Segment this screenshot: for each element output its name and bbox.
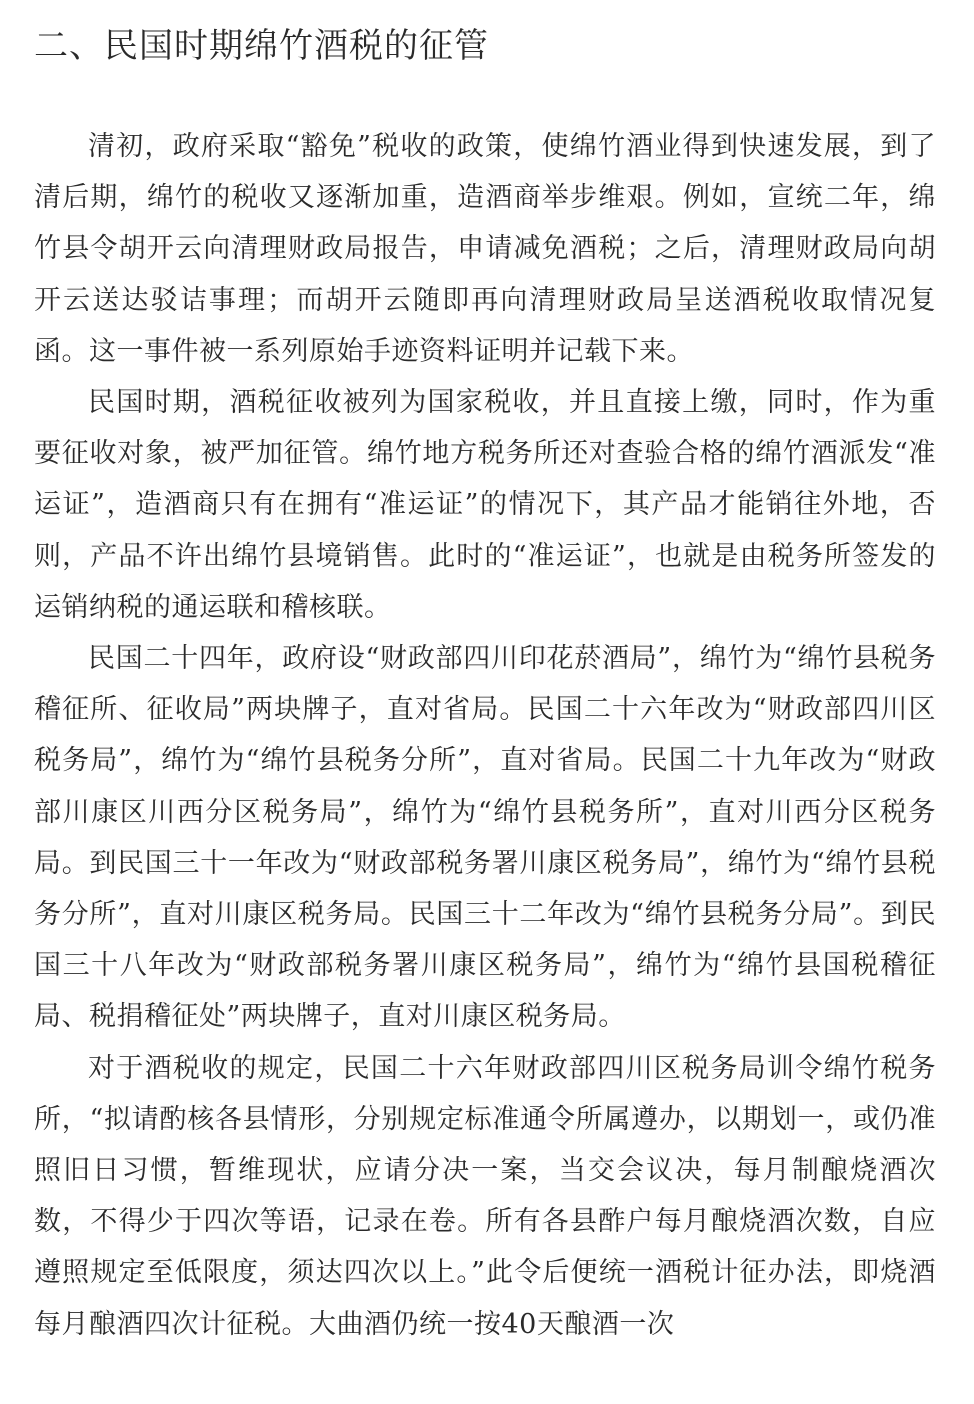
paragraph-3: 民国二十四年，政府设“财政部四川印花菸酒局”，绵竹为“绵竹县税务稽征所、征收局”两块牌子，直对省局。民国二十六年改为“财政部四川区税务局”，绵竹为“绵竹县税务分所”，直对省局。民国二十九年改为“财政部川康区川西分区税务局”，绵竹为“绵竹县税务所”，直对川西分区税务局。到民国三十一年改为“财政部税务署川康区税务局”，绵竹为“绵竹县税务分所”，直对川康区税务局。民国三十二年改为“绵竹县税务分局”。到民国三十八年改为“财政部税务署川康区税务局”，绵竹为“绵竹县国税稽征局、税捐稽征处”两块牌子，直对川康区税务局。 [34, 643, 936, 1033]
body-text [34, 121, 936, 1350]
paragraph-1: 清初，政府采取“豁免”税收的政策，使绵竹酒业得到快速发展，到了清后期，绵竹的税收又逐渐加重，造酒商举步维艰。例如，宣统二年，绵竹县令胡开云向清理财政局报告，申请减免酒税；之后，清理财政局向胡开云送达驳诘事理；而胡开云随即再向清理财政局呈送酒税收取情况复函。这一事件被一系列原始手迹资料证明并记载下来。 [34, 131, 936, 367]
section-title: 二、民国时期绵竹酒税的征管 [34, 26, 489, 66]
paragraph-4: 对于酒税收的规定，民国二十六年财政部四川区税务局训令绵竹税务所，“拟请酌核各县情形，分别规定标准通令所属遵办，以期划一，或仍准照旧日习惯，暂维现状，应请分决一案，当交会议决，每月制酿烧酒次数，不得少于四次等语，记录在卷。所有各县酢户每月酿烧酒次数，自应遵照规定至低限度，须达四次以上。”此令后便统一酒税计征办法，即烧酒每月酿酒四次计征税。大曲酒仍统一按40天酿酒一次 [34, 1052, 936, 1340]
paragraph-2: 民国时期，酒税征收被列为国家税收，并且直接上缴，同时，作为重要征收对象，被严加征管。绵竹地方税务所还对查验合格的绵竹酒派发“准运证”，造酒商只有在拥有“准运证”的情况下，其产品才能销往外地，否则，产品不许出绵竹县境销售。此时的“准运证”，也就是由税务所签发的运销纳税的通运联和稽核联。 [34, 387, 936, 623]
